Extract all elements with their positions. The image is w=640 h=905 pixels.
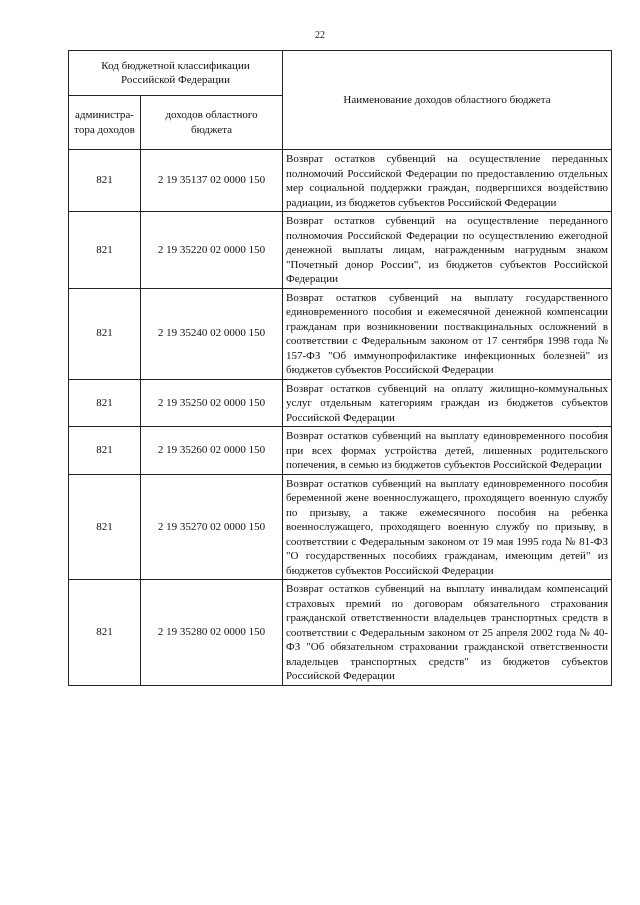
budget-classification-table <box>68 50 612 686</box>
header-name-cell: Наименование доходов областного бюджета <box>283 51 612 150</box>
admin-code-cell: 821 <box>69 288 141 379</box>
table-row <box>69 150 612 212</box>
header-group-cell: Код бюджетной классификации Российской Федерации <box>69 51 283 96</box>
income-code-cell: 2 19 35137 02 0000 150 <box>141 150 283 212</box>
header-admin-cell: администра-тора доходов <box>69 96 141 150</box>
table-row <box>69 288 612 379</box>
income-name-cell: Возврат остатков субвенций на выплату единовременного пособия беременной жене военнослужащего, проходящего военную службу по призыву, а также ежемесячного пособия на ребенка военнослужащего, проходящего военную службу по призыву, в соответствии с Федеральным законом от 19 мая 1995 года № 81-ФЗ "О государственных пособиях гражданам, имеющим детей" из бюджетов субъектов Российской Федерации <box>283 474 612 580</box>
income-code-cell: 2 19 35220 02 0000 150 <box>141 212 283 289</box>
page-number: 22 <box>315 30 325 41</box>
income-name-cell: Возврат остатков субвенций на оплату жилищно-коммунальных услуг отдельным категориям граждан из бюджетов субъектов Российской Федерации <box>283 379 612 427</box>
admin-code-cell: 821 <box>69 379 141 427</box>
admin-code-cell: 821 <box>69 427 141 475</box>
income-code-cell: 2 19 35250 02 0000 150 <box>141 379 283 427</box>
income-code-cell: 2 19 35280 02 0000 150 <box>141 580 283 686</box>
table-row <box>69 379 612 427</box>
admin-code-cell: 821 <box>69 580 141 686</box>
table-row <box>69 580 612 686</box>
income-code-cell: 2 19 35260 02 0000 150 <box>141 427 283 475</box>
admin-code-cell: 821 <box>69 474 141 580</box>
income-name-cell: Возврат остатков субвенций на осуществление переданного полномочия Российской Федерации по осуществлению ежегодной денежной выплаты лицам, награжденным нагрудным знаком "Почетный донор России", из бюджетов субъектов Российской Федерации <box>283 212 612 289</box>
income-name-cell: Возврат остатков субвенций на осуществление переданных полномочий Российской Федерации по предоставлению отдельных мер социальной поддержки граждан, подвергшихся воздействию радиации, из бюджетов субъектов Российской Федерации <box>283 150 612 212</box>
header-row-1 <box>69 51 612 96</box>
income-name-cell: Возврат остатков субвенций на выплату государственного единовременного пособия и ежемесячной денежной компенсации гражданам при возникновении поствакцинальных осложнений в соответствии с Федеральным законом от 17 сентября 1998 года № 157-ФЗ "Об иммунопрофилактике инфекционных болезней" из бюджетов субъектов Российской Федерации <box>283 288 612 379</box>
income-name-cell: Возврат остатков субвенций на выплату единовременного пособия при всех формах устройства детей, лишенных родительского попечения, в семью из бюджетов субъектов Российской Федерации <box>283 427 612 475</box>
admin-code-cell: 821 <box>69 212 141 289</box>
header-income-cell: доходов областного бюджета <box>141 96 283 150</box>
income-code-cell: 2 19 35240 02 0000 150 <box>141 288 283 379</box>
income-code-cell: 2 19 35270 02 0000 150 <box>141 474 283 580</box>
income-name-cell: Возврат остатков субвенций на выплату инвалидам компенсаций страховых премий по договорам обязательного страхования гражданской ответственности владельцев транспортных средств в соответствии с Федеральным законом от 25 апреля 2002 года № 40-ФЗ "Об обязательном страховании гражданской ответственности владельцев транспортных средств" из бюджетов субъектов Российской Федерации <box>283 580 612 686</box>
table-row <box>69 474 612 580</box>
table-row <box>69 212 612 289</box>
admin-code-cell: 821 <box>69 150 141 212</box>
table-row <box>69 427 612 475</box>
